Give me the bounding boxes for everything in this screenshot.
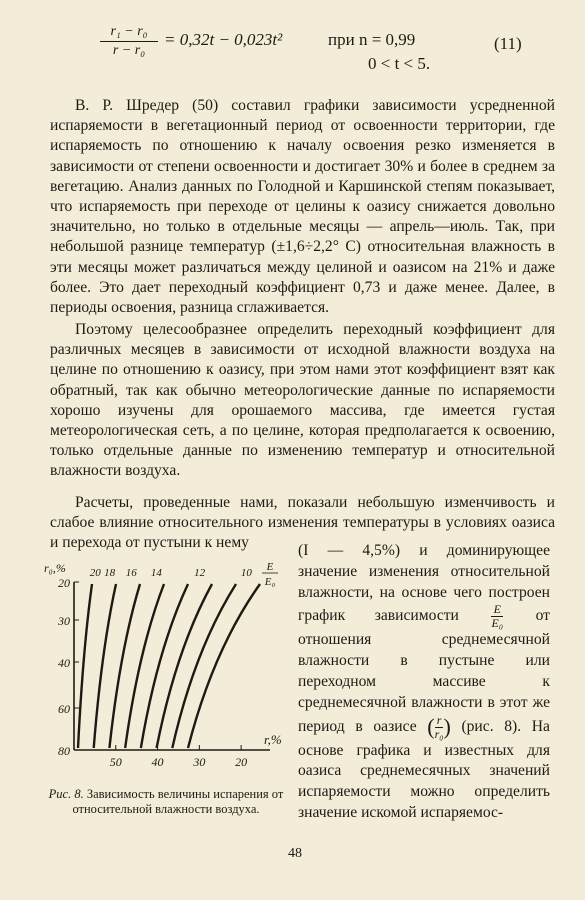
y-tick-label: 40 — [58, 656, 70, 670]
curve-line — [141, 584, 188, 748]
side-ratio-den: r₀ — [434, 726, 444, 741]
curve-line — [157, 584, 212, 748]
side-ratio-num: r — [435, 714, 444, 728]
curve-label: 10 — [240, 567, 252, 579]
side-paragraph — [298, 541, 550, 824]
curve-line — [172, 584, 236, 748]
equation-number: (11) — [494, 34, 522, 53]
x-axis-label: r,% — [264, 732, 282, 747]
formula-condition-1: при n = 0,99 — [328, 30, 416, 49]
side-fraction-den: E₀ — [491, 616, 503, 631]
curve-label: 18 — [104, 567, 116, 579]
figure-8-chart — [40, 560, 302, 782]
paren-open: ( — [427, 713, 435, 739]
formula-denominator: r − r₀ — [112, 43, 146, 58]
x-tick-label: 20 — [235, 755, 248, 769]
side-text-part-2: от отношения среднемесячной влажности в пустыне или переходном массиве к среднемесячной влажности в этот же период в оазисе — [298, 607, 550, 735]
side-text-part-1: (I — 4,5%) и доминирующее значение изменения относительной влажности, на основе чего построен график зависимости — [298, 542, 550, 625]
formula-11 — [100, 22, 540, 78]
y-axis-label: r₀,% — [44, 561, 66, 575]
curve-line — [78, 584, 92, 748]
formula-numerator: r₁ − r₀ — [100, 24, 158, 42]
x-tick-label: 50 — [109, 755, 122, 769]
curve-label-fraction-num: E — [266, 561, 274, 573]
side-text-part-3: (рис. 8). На основе графика и известных для оазиса среднемесячных значений испаряемости можно определить значение искомой испаряемос- — [298, 717, 550, 821]
formula-fraction — [100, 24, 158, 59]
y-tick-label: 60 — [58, 702, 70, 716]
formula-rhs: = 0,32t − 0,023t² — [164, 30, 283, 49]
curve-label-fraction-den: E₀ — [264, 576, 276, 588]
paragraph-2: Поэтому целесообразнее определить переходный коэффициент для различных месяцев в зависимости от исходной влажности воздуха на целине по отношению к оазису, при этом нами этот коэффициент взят как обратный, так как обычно метеорологические данные по испаряемости хорошо изучены для орошаемого массива, где имеется густая метеорологическая сеть, а по целине, которая предполагается к освоению, только отдельные данные по изменению температур и относительной влажности воздуха. — [50, 321, 555, 480]
page-number: 48 — [288, 846, 302, 861]
y-tick-label: 80 — [58, 744, 70, 758]
curve-label: 16 — [125, 567, 137, 579]
paren-close: ) — [443, 713, 451, 739]
side-fraction-e-e0 — [491, 603, 503, 630]
y-tick-label: 20 — [58, 576, 70, 590]
y-tick-label: 30 — [58, 614, 70, 628]
curve-line — [109, 584, 140, 748]
curve-label: 20 — [89, 567, 101, 579]
caption-label: Рис. 8. — [48, 787, 84, 801]
caption-text: Зависимость величины испарения от относительной влажности воздуха. — [72, 787, 284, 816]
formula-condition-2: 0 < t < 5. — [368, 54, 431, 73]
x-tick-label: 30 — [193, 755, 206, 769]
paragraph-1: В. Р. Шредер (50) составил графики зависимости усредненной испаряемости в вегетационный период от освоенности территории, где испаряемость по отношению к началу освоения резко изменяется в зависимости от степени освоенности и достигает 30% и более в среднем за вегетацию. Анализ данных по Голодной и Каршинской степям показывает, что испаряемость при переходе от целины к оазису снижается довольно значительно, но только в отдельные месяцы — апрель—июль. Так, при небольшой разнице температур (±1,6÷2,2° С) относительная влажность в эти месяцы может различаться между целиной и оазисом на 21% и даже более. Это дает переходный коэффициент 0,73 и даже менее. Далее, в периоды освоения, разница сглаживается. — [50, 97, 555, 317]
side-fraction-num: E — [491, 603, 503, 617]
curve-label: 14 — [150, 567, 162, 579]
paragraph-3: Расчеты, проведенные нами, показали небольшую изменчивость и слабое влияние относительного изменения температуры в условиях оазиса и перехода от пустыни к нему — [50, 494, 555, 552]
x-tick-label: 40 — [151, 755, 164, 769]
figure-caption — [42, 787, 290, 817]
curve-label: 12 — [194, 567, 206, 579]
